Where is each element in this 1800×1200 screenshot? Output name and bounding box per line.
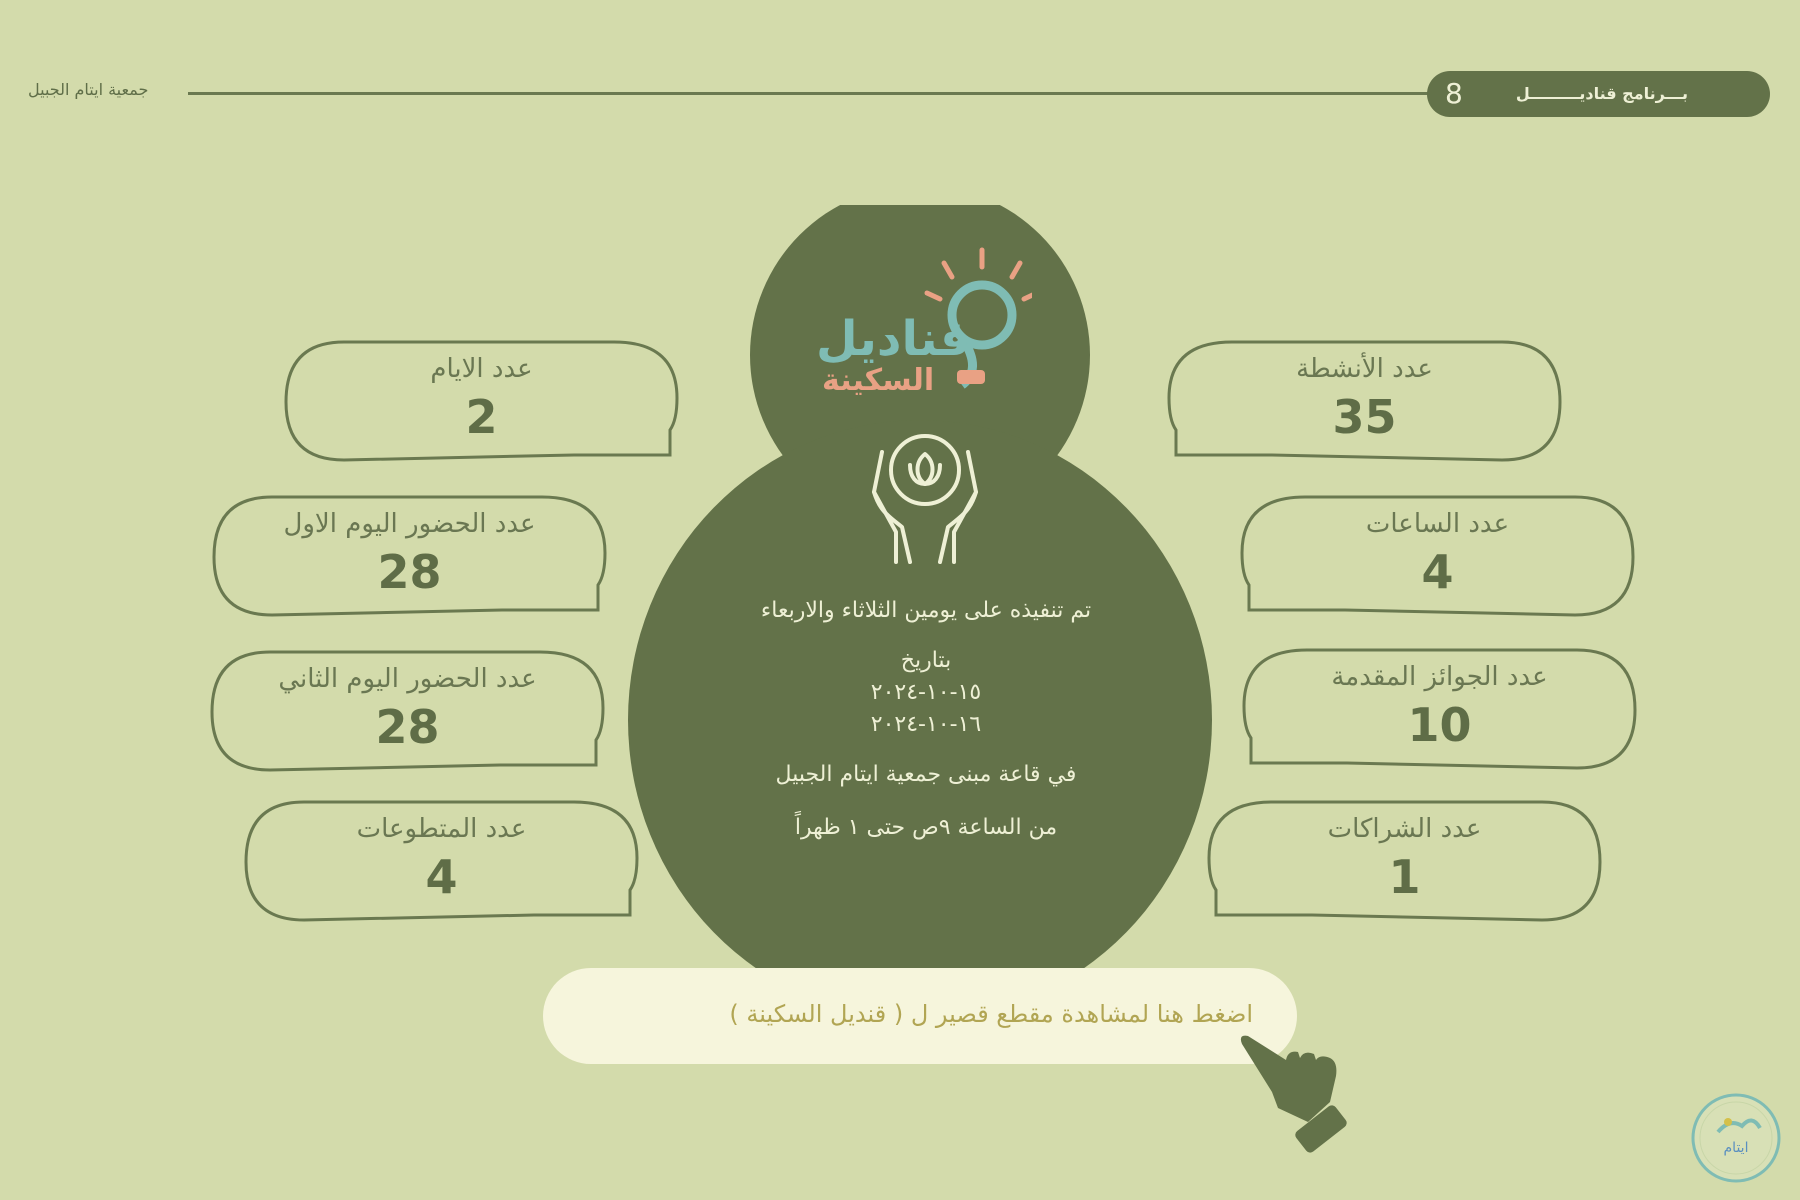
stat-label: عدد المتطوعات	[356, 814, 527, 844]
stat-value: 28	[377, 545, 442, 599]
aytam-badge-logo	[1690, 1092, 1782, 1184]
org-name: جمعية ايتام الجبيل	[28, 80, 149, 99]
event-details	[630, 595, 1222, 844]
stat-attendance-day2	[210, 650, 605, 772]
event-date-1: ١٥-١٠-٢٠٢٤	[870, 679, 982, 705]
stat-value: 4	[1421, 545, 1454, 599]
stat-label: عدد الجوائز المقدمة	[1331, 662, 1548, 692]
stat-days	[284, 340, 679, 462]
stat-label: عدد الشراكات	[1327, 814, 1482, 844]
event-date-2: ١٦-١٠-٢٠٢٤	[870, 711, 982, 737]
pointing-hand-icon	[1238, 1030, 1348, 1155]
stat-volunteers	[244, 800, 639, 922]
watch-video-label: اضغط هنا لمشاهدة مقطع قصير ل ( قنديل السكينة )	[729, 1000, 1253, 1028]
stat-partnerships	[1207, 800, 1602, 922]
event-date-label: بتاريخ	[900, 647, 952, 673]
stat-value: 1	[1388, 850, 1421, 904]
stat-value: 35	[1332, 390, 1397, 444]
qanadeel-logo	[812, 245, 1032, 399]
event-location-text: في قاعة مبنى جمعية ايتام الجبيل	[775, 761, 1077, 787]
stat-label: عدد الايام	[430, 354, 533, 384]
event-days-text: تم تنفيذه على يومين الثلاثاء والاربعاء	[760, 598, 1092, 623]
logo-title: قناديل	[816, 311, 971, 367]
event-time-text: من الساعة ٩ص حتى ١ ظهراً	[794, 815, 1058, 841]
stat-value: 2	[465, 390, 498, 444]
program-label: بـــرنامج قناديـــــــــل	[1515, 84, 1688, 103]
stat-value: 10	[1407, 698, 1472, 752]
stat-label: عدد الساعات	[1365, 509, 1510, 539]
stat-hours	[1240, 495, 1635, 617]
stat-value: 4	[425, 850, 458, 904]
stat-label: عدد الأنشطة	[1296, 354, 1433, 384]
stat-label: عدد الحضور اليوم الثاني	[278, 664, 537, 694]
stat-attendance-day1	[212, 495, 607, 617]
header-divider	[188, 92, 1450, 95]
watch-video-button[interactable]	[543, 968, 1297, 1064]
logo-subtitle: السكينة	[822, 363, 935, 398]
stat-label: عدد الحضور اليوم الاول	[283, 509, 536, 539]
badge-text: ايتام	[1723, 1140, 1749, 1156]
caring-hands-icon	[860, 432, 990, 567]
program-header-pill	[1427, 71, 1770, 117]
stat-prizes	[1242, 648, 1637, 770]
stat-value: 28	[375, 700, 440, 754]
page-number: 8	[1445, 77, 1463, 110]
stat-activities	[1167, 340, 1562, 462]
